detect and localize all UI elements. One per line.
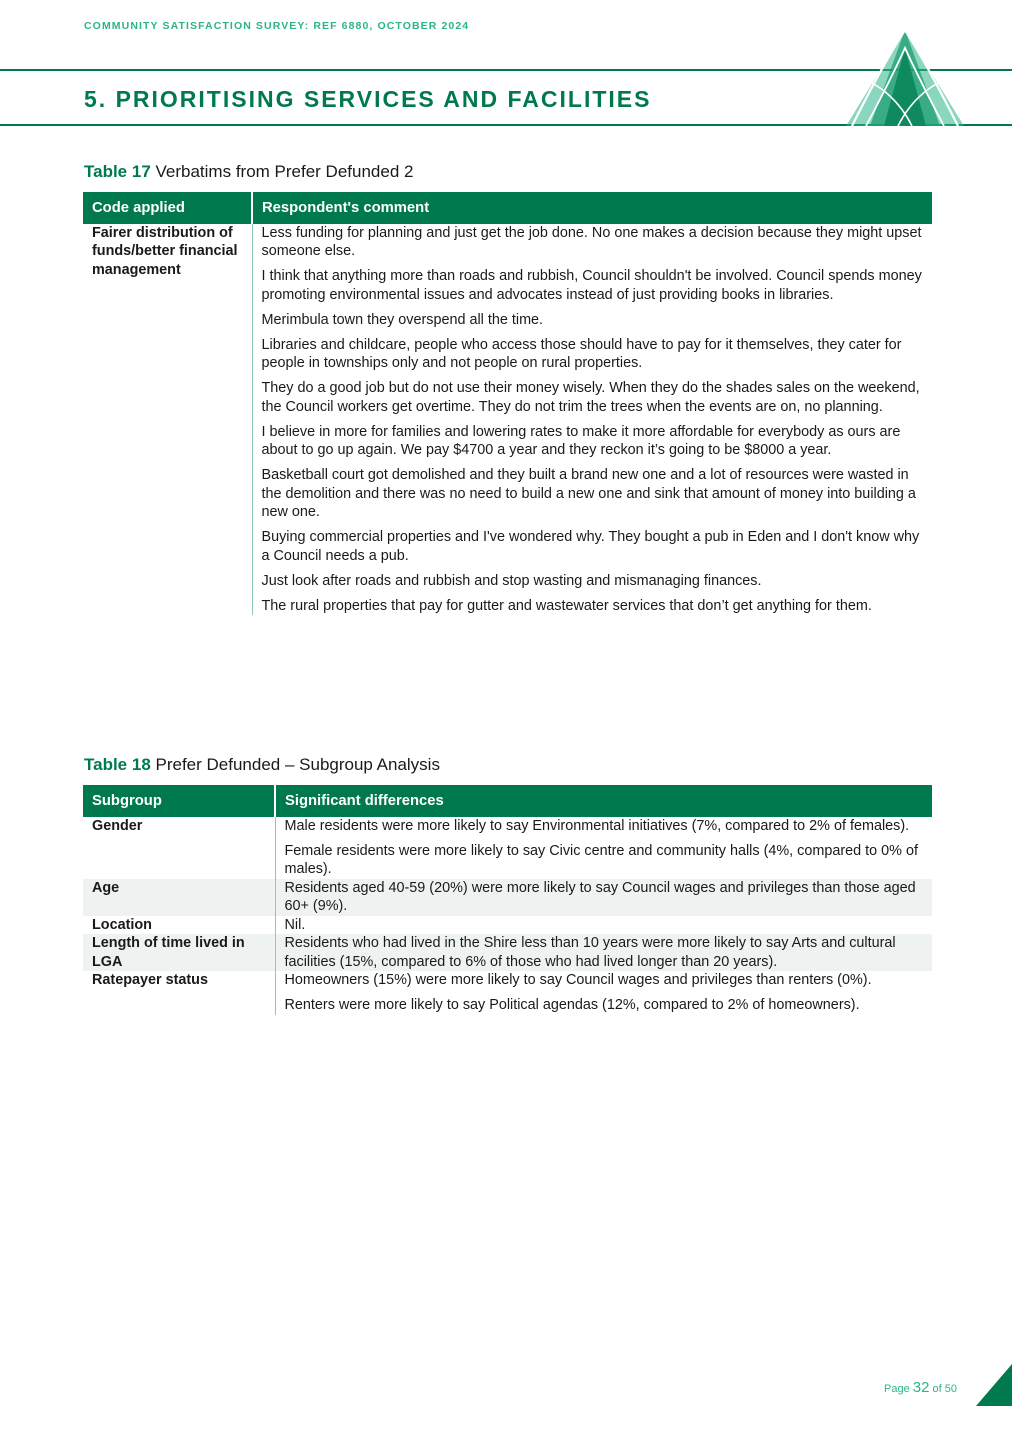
table17-verbatims: [83, 192, 932, 615]
difference-item: Homeowners (15%) were more likely to say Council wages and privileges than renters (0%).: [284, 972, 872, 988]
table18-header-differences: Significant differences: [275, 785, 932, 817]
differences-cell: [275, 916, 932, 935]
table-row: [83, 971, 932, 1015]
table-row: [83, 879, 932, 916]
comment-item: They do a good job but do not use their money wisely. When they do the shades sales on the weekend, the Council workers get overtime. They do not trim the trees when the events are on, no planning.: [261, 380, 920, 415]
comment-item: Just look after roads and rubbish and stop wasting and mismanaging finances.: [261, 572, 762, 589]
difference-item: Renters were more likely to say Political agendas (12%, compared to 2% of homeowners).: [284, 997, 860, 1013]
table18-subgroup-analysis: [83, 785, 932, 1015]
council-logo-icon: [842, 26, 968, 130]
page-total: of 50: [929, 1383, 957, 1395]
difference-item: Residents aged 40-59 (20%) were more likely to say Council wages and privileges than those aged 60+ (9%).: [284, 879, 916, 914]
table-row: [83, 817, 932, 879]
section-title: 5. PRIORITISING SERVICES AND FACILITIES: [84, 86, 652, 112]
page-label: Page: [884, 1383, 913, 1395]
difference-item: Residents who had lived in the Shire less than 10 years were more likely to say Arts and cultural facilities (15%, compared to 6% of those who had lived longer than 20 years).: [284, 935, 896, 970]
difference-item: Male residents were more likely to say Environmental initiatives (7%, compared to 2% of females).: [284, 817, 910, 834]
corner-decoration-icon: [976, 1364, 1012, 1406]
table-row: [83, 934, 932, 971]
table17-header-comment: Respondent's comment: [252, 192, 932, 224]
comment-item: Merimbula town they overspend all the time.: [261, 311, 544, 328]
table17-caption: [84, 162, 413, 182]
comment-item: Basketball court got demolished and they built a brand new one and a lot of resources were wasted in the demolition and there was no need to build a new one and sink that amount of money into building a new one.: [261, 467, 916, 520]
table18-header-subgroup: Subgroup: [83, 785, 275, 817]
comment-item: I believe in more for families and lowering rates to make it more affordable for everybody as ours are about to go up again. We pay $4700 a year and they reckon it’s going to be $8000 a year.: [261, 423, 901, 458]
table17-header-code: Code applied: [83, 192, 252, 224]
comments-cell: [252, 224, 932, 616]
difference-item: Female residents were more likely to say Civic centre and community halls (4%, compared to 0% of males).: [284, 842, 918, 877]
comment-item: The rural properties that pay for gutter and wastewater services that don’t get anything for them.: [261, 597, 872, 614]
comment-item: Less funding for planning and just get the job done. No one makes a decision because they might upset someone else.: [261, 224, 922, 259]
difference-item: Nil.: [284, 916, 306, 933]
subgroup-cell: Gender: [92, 817, 143, 834]
table18-caption-text: Prefer Defunded – Subgroup Analysis: [150, 755, 440, 774]
page-current: 32: [912, 1379, 930, 1396]
table-row: [83, 224, 932, 616]
table18-caption-number: Table 18: [84, 755, 151, 774]
table-row: [83, 916, 932, 935]
code-applied-cell: Fairer distribution of funds/better financial management: [92, 224, 238, 278]
subgroup-cell: Location: [92, 916, 152, 933]
differences-cell: [275, 934, 932, 971]
subgroup-cell: Length of time lived in LGA: [83, 934, 275, 971]
table17-caption-number: Table 17: [84, 162, 151, 181]
page-number: [884, 1379, 957, 1396]
subgroup-cell: Ratepayer status: [92, 972, 208, 988]
survey-reference: COMMUNITY SATISFACTION SURVEY: REF 6880, OCTOBER 2024: [84, 20, 470, 32]
differences-cell: [275, 971, 932, 1015]
comment-item: Libraries and childcare, people who access those should have to pay for it themselves, they cater for people in townships only and not people on rural properties.: [261, 336, 902, 371]
comment-item: Buying commercial properties and I've wondered why. They bought a pub in Eden and I don't know why a Council needs a pub.: [261, 529, 920, 564]
comment-item: I think that anything more than roads and rubbish, Council shouldn't be involved. Council spends money promoting environmental issues and advocates instead of just providing books in libraries.: [261, 268, 922, 303]
subgroup-cell: Age: [83, 879, 275, 916]
differences-cell: [275, 817, 932, 879]
differences-cell: [275, 879, 932, 916]
table17-caption-text: Verbatims from Prefer Defunded 2: [150, 162, 414, 181]
table18-caption: [84, 755, 440, 775]
